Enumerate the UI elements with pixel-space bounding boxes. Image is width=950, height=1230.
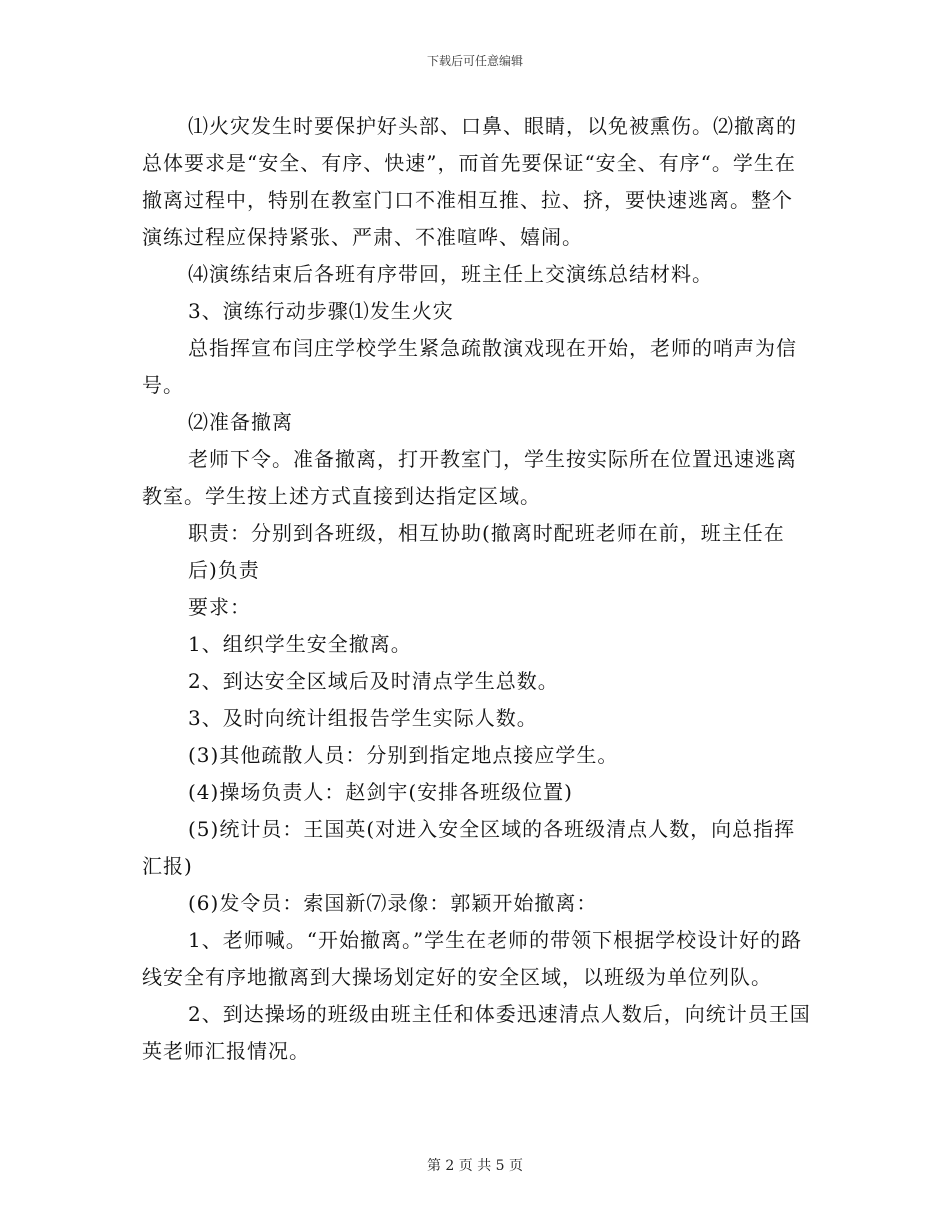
- paragraph-field-lead: (4)操场负责人：赵剑宇(安排各班级位置): [188, 780, 573, 804]
- paragraph-statistician: (5)统计员：王国英(对进入安全区域的各班级清点人数，向总指挥汇报): [142, 817, 796, 878]
- document-body: [142, 108, 812, 1070]
- paragraph-count-report: 2、到达操场的班级由班主任和体委迅速清点人数后，向统计员王国英老师汇报情况。: [142, 1002, 811, 1063]
- paragraph-teacher-order: 老师下令。准备撤离，打开教室门，学生按实际所在位置迅速逃离教室。学生按上述方式直接到达指定区域。: [142, 447, 797, 508]
- paragraph-steps-heading: 3、演练行动步骤⑴发生火灾: [188, 299, 454, 323]
- page-header: 下载后可任意编辑: [426, 54, 523, 68]
- paragraph-duties: 职责：分别到各班级，相互协助(撤离时配班老师在前，班主任在后)负责: [188, 521, 785, 582]
- paragraph-prepare-heading: ⑵准备撤离: [188, 410, 293, 434]
- list-item: 1、组织学生安全撤离。: [188, 632, 412, 656]
- paragraph-drill-end: ⑷演练结束后各班有序带回，班主任上交演练总结材料。: [188, 262, 713, 286]
- paragraph-other-staff: (3)其他疏散人员：分别到指定地点接应学生。: [188, 743, 619, 767]
- paragraph-start-evacuation: 1、老师喊。“开始撤离。”学生在老师的带领下根据学校设计好的路线安全有序地撤离到大操场划定好的安全区域，以班级为单位列队。: [142, 928, 803, 989]
- paragraph-safety-requirements: ⑴火灾发生时要保护好头部、口鼻、眼睛，以免被熏伤。⑵撤离的总体要求是“安全、有序、快速”，而首先要保证“安全、有序“。学生在撤离过程中，特别在教室门口不准相互推、拉、挤，要快速逃离。整个演练过程应保持紧张、严肃、不准喧哗、嬉闹。: [142, 114, 797, 249]
- page-footer: 第 2 页 共 5 页: [426, 1158, 524, 1174]
- list-item: 3、及时向统计组报告学生实际人数。: [188, 706, 538, 730]
- paragraph-commander-announce: 总指挥宣布闫庄学校学生紧急疏散演戏现在开始，老师的哨声为信号。: [142, 336, 797, 397]
- list-item: 2、到达安全区域后及时清点学生总数。: [188, 669, 559, 693]
- paragraph-signaler: (6)发令员：索国新⑺录像：郭颖开始撤离：: [188, 891, 598, 915]
- paragraph-requirements-label: 要求：: [188, 595, 251, 619]
